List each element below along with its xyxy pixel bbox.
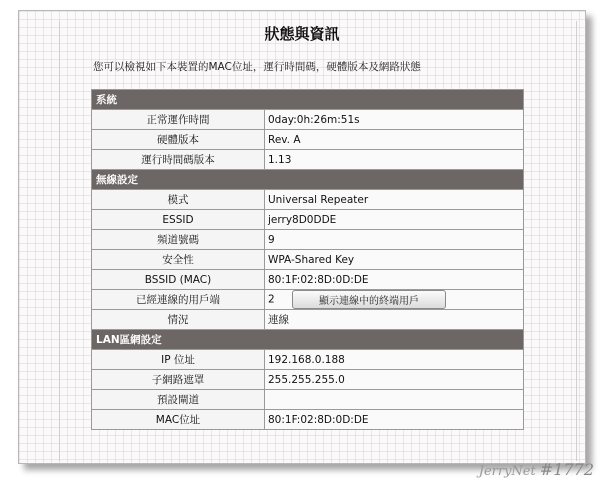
connected-clients-cell [265,290,524,310]
table-row [92,110,524,130]
page-title: 狀態與資訊 [264,25,340,43]
security-value: WPA-Shared Key [265,250,524,270]
essid-value: jerry8D0DDE [265,210,524,230]
table-row [92,390,524,410]
table-row [92,130,524,150]
firmware-version-value: 1.13 [265,150,524,170]
section-header-lan [92,330,524,350]
ip-address-label: IP 位址 [92,350,265,370]
table-row [92,210,524,230]
channel-label: 頻道號碼 [92,230,265,250]
table-row [92,310,524,330]
firmware-version-label: 運行時間碼版本 [92,150,265,170]
content-frame [18,10,586,464]
mode-value: Universal Repeater [265,190,524,210]
subnet-mask-value: 255.255.255.0 [265,370,524,390]
system-header: 系統 [92,90,524,110]
table-row [92,410,524,430]
section-header-wireless [92,170,524,190]
watermark [479,460,594,479]
default-gateway-value [265,390,524,410]
table-row [92,290,524,310]
connected-clients-value: 2 [268,293,275,306]
essid-label: ESSID [92,210,265,230]
connected-clients-label: 已經連線的用戶端 [92,290,265,310]
subnet-mask-label: 子網路遮罩 [92,370,265,390]
mac-address-label: MAC位址 [92,410,265,430]
wireless-header: 無線設定 [92,170,524,190]
mac-address-value: 80:1F:02:8D:0D:DE [265,410,524,430]
watermark-author: JerryNet [478,464,536,479]
table-row [92,350,524,370]
security-label: 安全性 [92,250,265,270]
table-row [92,370,524,390]
watermark-number: #1772 [539,460,594,479]
channel-value: 9 [265,230,524,250]
lan-header: LAN區網設定 [92,330,524,350]
status-table [91,89,524,430]
table-row [92,270,524,290]
hardware-version-value: Rev. A [265,130,524,150]
mode-label: 模式 [92,190,265,210]
hardware-version-label: 硬體版本 [92,130,265,150]
status-label: 情況 [92,310,265,330]
status-value: 連線 [265,310,524,330]
show-clients-button[interactable]: 顯示連線中的終端用戶 [292,290,446,309]
uptime-label: 正常運作時間 [92,110,265,130]
bssid-label: BSSID (MAC) [92,270,265,290]
section-header-system [92,90,524,110]
uptime-value: 0day:0h:26m:51s [265,110,524,130]
bssid-value: 80:1F:02:8D:0D:DE [265,270,524,290]
page-description: 您可以檢視如下本裝置的MAC位址，運行時間碼，硬體版本及網路狀態 [93,61,421,73]
table-row [92,150,524,170]
table-row [92,190,524,210]
table-row [92,250,524,270]
table-row [92,230,524,250]
default-gateway-label: 預設閘道 [92,390,265,410]
ip-address-value: 192.168.0.188 [265,350,524,370]
